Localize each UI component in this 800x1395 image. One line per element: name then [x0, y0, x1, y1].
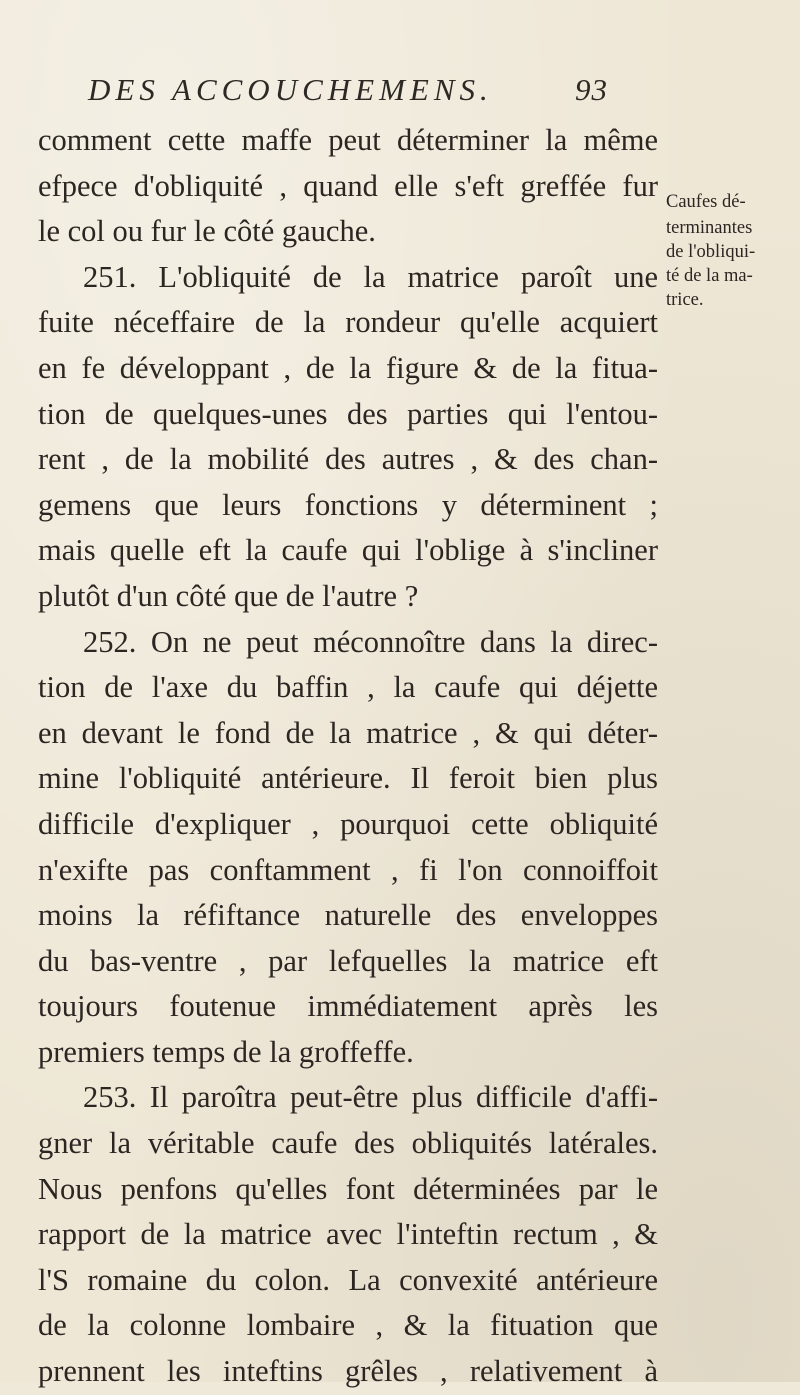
text-line: mine l'obliquité antérieure. Il feroit bien plus: [38, 761, 658, 796]
text-line: l'S romaine du colon. La convexité antérieure: [38, 1262, 658, 1297]
text-line: Nous penfons qu'elles font déterminées par le: [38, 1171, 658, 1206]
body-text: [38, 118, 658, 1395]
margin-note-line: trice.: [666, 290, 704, 310]
text-line: gner la véritable caufe des obliquités latérales.: [38, 1126, 658, 1161]
text-line: n'exifte pas conftamment , fi l'on connoiffoit: [38, 852, 658, 887]
text-line: tion de l'axe du baffin , la caufe qui déjette: [38, 670, 658, 705]
text-line: tion de quelques-unes des parties qui l'entou-: [38, 396, 658, 431]
text-line: mais quelle eft la caufe qui l'oblige à s'incliner: [38, 533, 658, 568]
text-line: toujours foutenue immédiatement après les: [38, 989, 658, 1024]
margin-note-line: té de la ma-: [666, 266, 753, 286]
text-line: en devant le fond de la matrice , & qui déter-: [38, 715, 658, 750]
text-line: comment cette maffe peut déterminer la même: [38, 123, 658, 157]
text-line: difficile d'expliquer , pourquoi cette obliquité: [38, 806, 658, 841]
text-line: de la colonne lombaire , & la fituation que: [38, 1308, 658, 1343]
running-head-title: DES ACCOUCHEMENS.: [88, 72, 493, 107]
text-line: rapport de la matrice avec l'inteftin rectum , &: [38, 1217, 658, 1252]
text-line: le col ou fur le côté gauche.: [38, 214, 376, 249]
paragraph-252-start: 252. On ne peut méconnoître dans la direc-: [83, 624, 658, 659]
page-number: 93: [575, 72, 608, 107]
margin-note-line: terminantes: [666, 218, 753, 238]
text-line: prennent les inteftins grêles , relativement à: [38, 1354, 658, 1389]
running-head: [88, 72, 608, 112]
text-line: rent , de la mobilité des autres , & des chan-: [38, 442, 658, 477]
margin-note-line: Caufes dé-: [666, 192, 746, 212]
margin-note-line: de l'obliqui-: [666, 242, 756, 262]
text-line: plutôt d'un côté que de l'autre ?: [38, 578, 419, 613]
text-line: gemens que leurs fonctions y déterminent ;: [38, 487, 658, 522]
text-line: fuite néceffaire de la rondeur qu'elle acquiert: [38, 305, 658, 340]
text-line: du bas-ventre , par lefquelles la matrice eft: [38, 943, 658, 978]
text-line: moins la réfiftance naturelle des enveloppes: [38, 898, 658, 933]
paragraph-253-start: 253. Il paroîtra peut-être plus difficile d'affi-: [83, 1080, 658, 1115]
margin-note: [666, 190, 796, 312]
text-line: en fe développant , de la figure & de la fitua-: [38, 350, 658, 385]
text-line: premiers temps de la groffeffe.: [38, 1034, 414, 1069]
paragraph-251-start: 251. L'obliquité de la matrice paroît une: [83, 259, 658, 294]
text-line: efpece d'obliquité , quand elle s'eft greffée fur: [38, 168, 658, 203]
